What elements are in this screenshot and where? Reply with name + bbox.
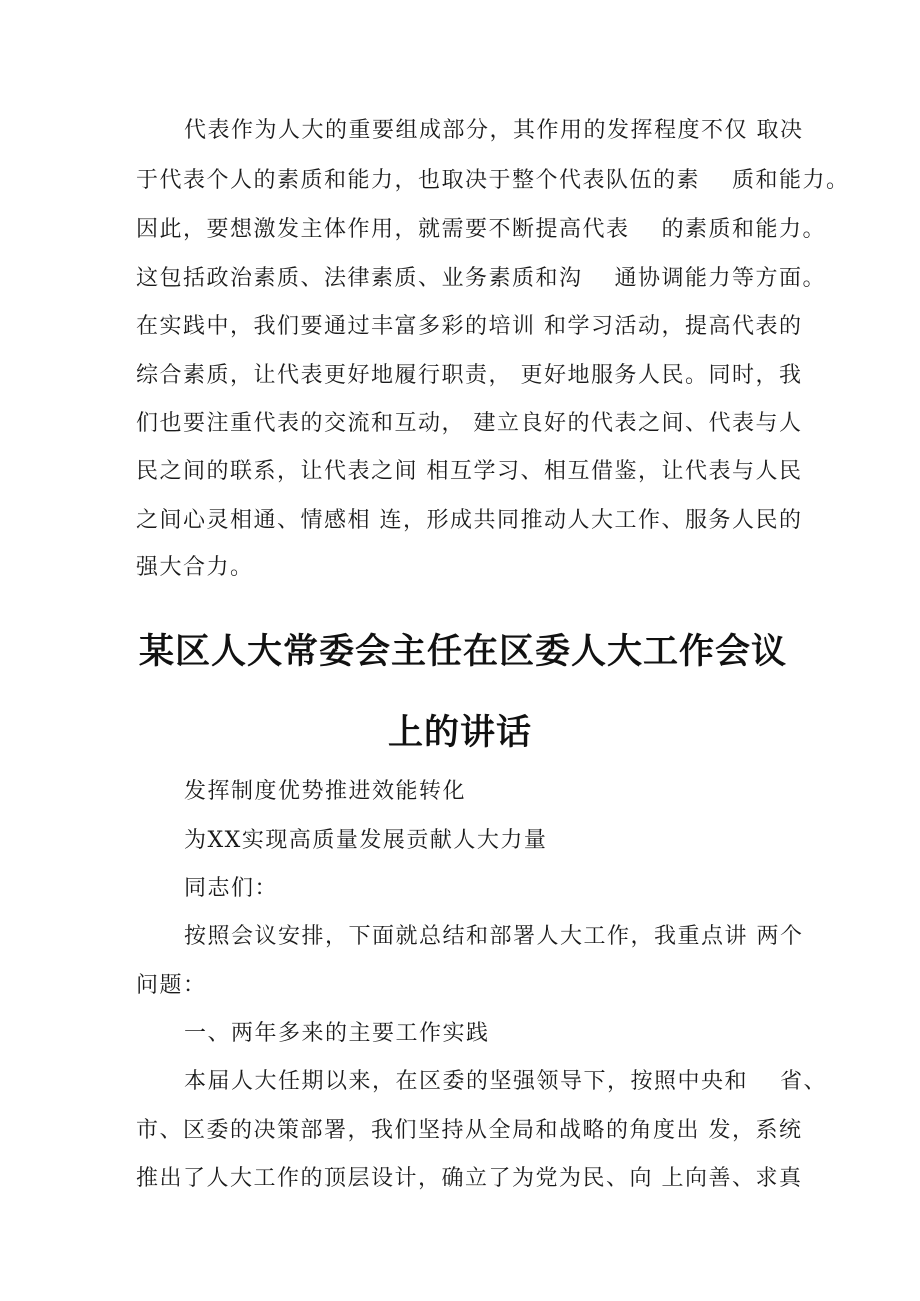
section-line-3: 推出了人大工作的顶层设计，确立了为党为民、向 上向善、求真: [136, 1166, 803, 1191]
intro-line-3: 因此，要想激发主体作用，就需要不断提高代表 的素质和能力。: [136, 217, 826, 242]
intro-line-9: 之间心灵相通、情感相 连，形成共同推动人大工作、服务人民的: [136, 508, 803, 533]
subtitle-line-2: 为XX实现高质量发展贡献人大力量: [184, 828, 548, 853]
intro-line-10: 强大合力。: [136, 555, 254, 580]
opening-line-1: 按照会议安排，下面就总结和部署人大工作，我重点讲 两个: [184, 924, 804, 949]
subtitle-line-1: 发挥制度优势推进效能转化: [184, 779, 467, 804]
salutation: 同志们：: [184, 876, 279, 901]
opening-line-2: 问题：: [136, 973, 207, 998]
speech-title-line-1: 某区人大常委会主任在区委人大工作会议: [138, 632, 787, 672]
intro-line-6: 综合素质，让代表更好地履行职责， 更好地服务人民。同时，我: [136, 363, 803, 388]
section-line-1: 本届人大任期以来，在区委的坚强领导下，按照中央和 省、: [184, 1069, 827, 1094]
speech-title-line-2: 上的讲话: [387, 713, 532, 753]
intro-line-7: 们也要注重代表的交流和互动， 建立良好的代表之间、代表与人: [136, 411, 803, 436]
section-line-2: 市、区委的决策部署，我们坚持从全局和战略的角度出 发，系统: [136, 1118, 803, 1143]
intro-line-5: 在实践中，我们要通过丰富多彩的培训 和学习活动，提高代表的: [136, 314, 803, 339]
intro-line-4: 这包括政治素质、法律素质、业务素质和沟 通协调能力等方面。: [136, 266, 826, 291]
section-heading: 一、两年多来的主要工作实践: [184, 1021, 490, 1046]
intro-line-1: 代表作为人大的重要组成部分，其作用的发挥程度不仅 取决: [184, 118, 804, 143]
intro-line-8: 民之间的联系，让代表之间 相互学习、相互借鉴，让代表与人民: [136, 459, 803, 484]
intro-line-2: 于代表个人的素质和能力，也取决于整个代表队伍的素 质和能力。: [136, 168, 850, 193]
